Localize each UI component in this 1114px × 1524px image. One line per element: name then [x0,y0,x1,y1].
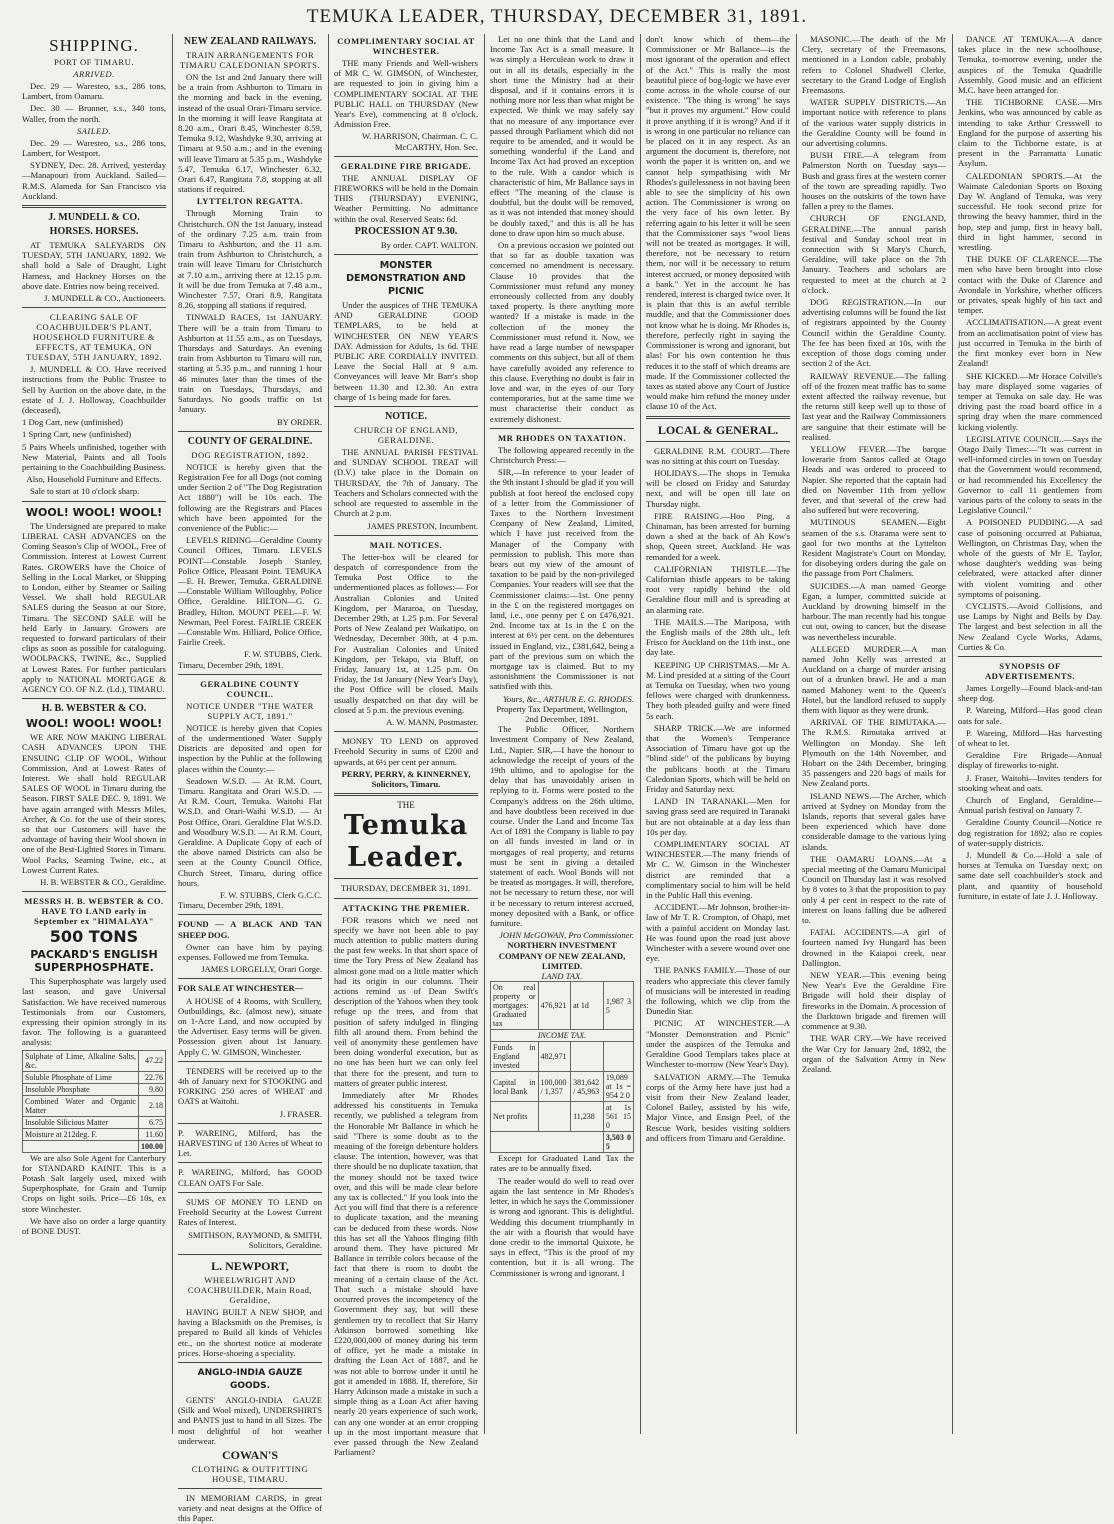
columns [22,34,1102,1524]
letter-signature: Yours, &c., ARTHUR E. G. RHODES. [502,693,634,704]
divider [22,698,166,699]
news-item: LAND IN TARANAKI.—Men for saving grass seed are required in Taranaki but are not obtainable at a day less than 10s per day. [646,796,790,837]
ad-heading: CLEARING SALE OF COACHBUILDER'S PLANT, HOUSEHOLD FURNITURE & EFFECTS, AT TEMUKA, ON TUESDAY, 5TH JANUARY, 1892. [25,312,163,363]
table-cell: 9.80 [139,1083,166,1095]
masthead: TEMUKA LEADER, THURSDAY, DECEMBER 31, 1891. [306,6,808,27]
ad-heading: FOR SALE AT WINCHESTER— [178,983,304,994]
divider [334,731,478,732]
table-row [23,1083,166,1095]
news-item: NEW YEAR.—This evening being New Year's Eve the Geraldine Fire Brigade will hold their display of fireworks in the Domain. A procession of the Darktown brigade and firemen will commence at 9.30. [802,970,946,1032]
ad-body: The Undersigned are prepared to make LIBERAL CASH ADVANCES on the Coming Season's Clip of WOOL, Free of Commission. Interest at Lowest Current Rates. GROWERS have the Choice of Selling in the Local Market, or Shipping to London, either by Steamer or Sailing Vessel. We shall hold REGULAR SALES during the Season at our Store, Timaru. The SECOND SALE will be held Early in January. Growers are requested to forward particulars of their clips as soon as possible for cataloguing. WOOLPACKS, TWINE, &c., Supplied at Lowest Rates. For further particulars apply to NATIONAL MORTGAGE & AGENCY CO. OF N.Z. (Ld.), TIMARU. [22,520,166,694]
sailed-label: SAILED. [76,125,112,136]
table-cell: at 1s 561 15 0 [603,1102,633,1132]
letter-signature: JOHN McGOWAN, Pro Commissioner. [499,930,634,941]
ad-body: THE many Friends and Well-wishers of MR C. W. GIMSON, of Winchester, are requested to join in giving him a COMPLIMENTARY SOCIAL AT THE PUBLIC HALL on THURSDAY (New Year's Eve), commencing at 8 o'clock. Admission Free. [334,58,478,130]
ad-body: THE ANNUAL DISPLAY OF FIREWORKS will be held in the Domain THIS (THURSDAY) EVENING, Weather Permitting. No admittance within the oval. Reserved Seats: 6d. [334,172,478,224]
table-row [491,982,634,1030]
table-total: 3,503 0 5 [603,1132,633,1153]
divider [178,1192,322,1193]
table-total: 100.00 [139,1140,166,1152]
ad-signature: J. FRASER. [279,1108,322,1119]
table-cell: at 1d [571,982,604,1030]
table-cell [491,1132,604,1153]
ad-body: J. MUNDELL & CO. Have received instructions from the Public Trustee to Sell by Auction on the above date, in the estate of J. J. Holloway, Coachbuilder (deceased), [22,364,166,416]
article-paragraph: On a previous occasion we pointed out that so far as double taxation was concerned no amendment is necessary. Clause 10 provides that the Commissioner must refund any money erroneously collected from any doubly taxed property. Is there anything more wanted? If a mistake is made in the collection of the money the Commissioner must refund it. Now, we have read a large number of newspaper comments on this subject, but all of them have carefully avoided any reference to this clause. Everything no doubt is fair in love and war, in the eyes of our Tory contemporaries, but at the same time we must characterise their conduct as extremely dishonest. [490,240,634,424]
news-item: FIRE RAISING.—Hoo Ping, a Chinaman, has been arrested for burning down a shed at the back of Ah Kow's shop, Queen street, Auckland. He was remanded for a week. [646,510,790,562]
column-7 [958,34,1102,1434]
ad-body: NOTICE is hereby given that Copies of the undermentioned Water Supply Districts are deposited and open for inspection by the Public at the following places within the County:— [178,722,322,774]
table-cell: 19,089 at 1s = 954 2 0 [603,1072,633,1102]
news-item: THE DUKE OF CLARENCE.—The men who have been brought into close contact with the Duke of Clarence and Avondale in Yorkshire, whether officers or privates, speak highly of his tact and temper. [958,254,1102,316]
ad-signature: SMITHSON, RAYMOND, & SMITH, Solicitors, Geraldine. [188,1229,322,1250]
news-item: ISLAND NEWS.—The Archer, which arrived at Sydney on Monday from the Islands, reports that several gales have been experienced which have done considerable damage to the various lying islands. [802,790,946,852]
table-cell: 22.76 [139,1071,166,1083]
column-rule [484,34,485,1434]
ad-body: IN MEMORIAM CARDS, in great variety and neat designs at the Office of this Paper. [178,1492,322,1524]
column-rule [640,34,641,1434]
ad-heading: NOTICE. [385,411,427,423]
table-row [491,1042,634,1072]
news-item: SALVATION ARMY.—The Temuka corps of the Army here have just had a visit from their New Zealand leader, Colonel Bailey, assisted by his wife, Major Vince, and Ensign Peel, of the Rescue Work, besides visiting soldiers and officers from Timaru and Geraldine. [646,1071,790,1143]
table-heading: NORTHERN INVESTMENT COMPANY OF NEW ZEALAND, LIMITED. [498,940,626,971]
divider [178,978,322,979]
ad-signature: F. W. STUBBS, Clerk G.C.C. [220,890,322,901]
table-cell: Insoluble Silicious Matter [23,1116,139,1128]
ad-body: GENTS' ANGLO-INDIA GAUZE (Silk and Wool mixed), UNDERSHIRTS and PANTS just to hand in all Sizes. The most delightful of hot weather underwear. [178,1394,322,1446]
ad-signature: By order. CAPT. WALTON. [380,239,478,250]
column-rule [952,34,953,1434]
dateline: THURSDAY, DECEMBER 31, 1891. [340,883,472,894]
ad-subheading: TRAIN ARRANGEMENTS FOR TIMARU CALEDONIAN SPORTS. [179,50,321,70]
table-row [23,1140,166,1152]
ad-body: SUMS OF MONEY TO LEND on Freehold Security at the Lowest Current Rates of Interest. [178,1196,322,1228]
news-item: THE TICHBORNE CASE.—Mrs Jenkins, who was announced by cable as intending to take Arthur Cresswell to England for the purpose of asserting his claim to the Tichborne estate, is at present in the Parramatta Lunatic Asylum. [958,97,1102,169]
ad-heading: MONSTER DEMONSTRATION AND PICNIC [346,260,466,298]
article-paragraph: The Public Officer, Northern Investment Company of New Zealand, Ltd., Napier. SIR,—I have the honour to acknowledge the receipt of yours of the 19th ultimo, and to apologise for the delay that has unavoidably arisen in replying to it. Forms were posted to the Company's address on the 26th ultimo, and have doubtless been received in due course. Under the Land and Income Tax Act of 1891 the Company is liable to pay on all funds invested in land or in mortgages of real property, and returns must be sent in giving a detailed statement of each. Wool Bonds will not be treated as mortgages. It will, therefore, not be necessary to return these, nor will it be necessary to return interest accrued, money deposited with a Bank, or office furniture. [490,724,634,929]
ad-subheading: CLOTHING & OUTFITTING HOUSE, TIMARU. [191,1463,309,1484]
ad-heading: PROCESSION AT 9.30. [354,225,458,237]
table-cell: 482,971 [538,1042,571,1072]
ad-heading: GERALDINE FIRE BRIGADE. [340,160,472,171]
synopsis-item: James Lorgelly—Found black-and-tan sheep dog. [958,682,1102,704]
news-item: MUTINOUS SEAMEN.—Eight seamen of the s.s. Otarama were sent to gaol for two months at the Lyttelton Resident Magistrate's Court on Monday, for disobeying orders during the gale on the passage from Port Chalmers. [802,517,946,579]
synopsis-item: P. Wareing, Milford—Has good clean oats for sale. [958,705,1102,726]
ad-body: LEVELS RIDING—Geraldine County Council Offices, Timaru. LEVELS POINT—Constable Joseph Stanley, Police Office, Pleasant Point. TEMUKA—E. H. Brewer, Temuka. GERALDINE—Constable William Willoughby, Police Office, Geraldine. HILTON—G. G. Bradley, Hilton. MOUNT PEEL—F. W. Newman, Peel Forest. FAIRLIE CREEK—Constable Wm. Hilliard, Police Office, Fairlie Creek. [178,535,322,648]
ad-body: THE ANNUAL PARISH FESTIVAL and SUNDAY SCHOOL TREAT will (D.V.) take place in the Domain on THURSDAY, the 7th of January. The Teachers and Scholars connected with the school are requested to assemble in the Church at 2 p.m. [334,447,478,519]
divider [178,1162,322,1163]
ad-body: AT TEMUKA SALEYARDS ON TUESDAY, 5TH JANUARY, 1892. We shall hold a Sale of Draught, Light Harness, and Hackney Horses on the above date. Entries now being received. [22,240,166,291]
ad-signature: W. HARRISON, Chairman. C. C. McCARTHY, Hon. Sec. [362,131,478,152]
table-cell: 11.60 [139,1128,166,1140]
divider [178,1362,322,1363]
divider [334,535,478,536]
arrived-label: ARRIVED. [73,69,115,79]
news-item: RAILWAY REVENUE.—The falling off of the frozen meat traffic has to some extent affected the railway revenue, but the returns still keep well up to those of last year and the Railway Commissioners are sanguine that their estimate will be realised. [802,370,946,442]
ad-heading: MAIL NOTICES. [369,539,443,550]
column-5 [646,34,790,1434]
table-row [23,1050,166,1071]
ad-item: 1 Spring Cart, new (unfinished) [22,429,132,440]
ad-body: Under the auspices of THE TEMUKA AND GERALDINE GOOD TEMPLARS, to be held at WINCHESTER ON NEW YEAR'S DAY. Admission for Adults, 1s 6d. THE PUBLIC ARE CORDIALLY INVITED. Leave the Social Hall at 9 a.m. Conveyances will leave Mr Barr's shop between 11.30 and 12.30. An extra charge of 1s being made for fares. [334,300,478,402]
ad-subheading: NOTICE UNDER "THE WATER SUPPLY ACT, 1891." [186,700,314,721]
table-cell: Soluble Phosphate of Lime [23,1071,139,1083]
news-item: PICNIC AT WINCHESTER.—A "Monster Demonstration and Picnic" under the auspices of the Temuka and Geraldine Good Templars takes place at Winchester to-morrow (New Year's Day). [646,1018,790,1070]
column-rule [328,34,329,1434]
section-heading: SYNOPSIS OF ADVERTISEMENTS. [984,660,1076,681]
table-cell [23,1140,139,1152]
article-paragraph: Except for Graduated Land Tax the rates are to be annually fixed. [490,1153,634,1174]
news-item: LEGISLATIVE COUNCIL.—Says the Otago Daily Times:—"It was current in well-informed circles in town on Tuesday that the Government would recommend, or had recommended his Excellency the Governor to call 11 gentlemen from various parts of the colony to seats in the Legislative Council." [958,433,1102,516]
column-rule [796,34,797,1434]
ad-subheading: CHURCH OF ENGLAND, GERALDINE. [354,425,458,446]
ad-item: 5 Pairs Wheels unfinished, together with New Material, Paints and all Tools pertaining to the Coachbuilding Business. [22,441,166,473]
article-paragraph: SIR,—In reference to your leader of the 9th instant I should be glad if you will publish at foot hereof the enclosed copy of a letter from the Commissioner of Taxes to the Northern Investment Company of New Zealand, Limited, which I have just received from the Manager of the Company with permission to publish. This more than bears out my view of the amount of taxation to be paid by the non-privileged Companies. Your readers will see that the Commissioner claims:—1st. One penny in the £ on the registered mortgages on land, i.e., one penny per £ on £476,921. 2nd. Income tax at 1s in the £ on the interest at 6½ per cent. on the debentures issued in England, viz., £381,642, being a part of the previous sum on which the mortgage tax is claimed. But to my astonishment the Commissioner is not satisfied with this. [490,467,634,692]
article-paragraph: The following appeared recently in the Christchurch Press:— [490,444,634,465]
news-item: GERALDINE R.M. COURT.—There was no sitting at this court on Tuesday. [646,445,790,466]
table-cell: Sulphate of Lime, Alkaline Salts, &c. [23,1050,139,1071]
table-row [491,1072,634,1102]
table-cell: 100,000 / 1,357 [538,1072,571,1102]
table-cell: 381,642 / 45,963 [571,1072,604,1102]
divider [178,1488,322,1489]
column-3 [334,34,478,1458]
ad-heading: GERALDINE COUNTY COUNCIL. [200,678,300,699]
divider [178,431,322,432]
divider [334,793,478,796]
ad-heading: FOUND — A BLACK AND TAN SHEEP DOG. [178,919,322,940]
table-row [23,1128,166,1140]
divider [22,891,166,892]
ad-body: MONEY TO LEND on approved Freehold Security in sums of £200 and upwards, at 6½ per cent per annum. [334,736,478,767]
news-item: ACCLIMATISATION.—A great event from an acclimatisation point of view has just occurred in Temuka in the birth of the first monkey ever born in New Zealand! [958,317,1102,369]
divider [958,656,1102,657]
ad-body: We have also on order a large quantity of BONE DUST. [22,1215,166,1237]
tax-table [490,981,634,1153]
table-cell [603,1042,633,1072]
ad-heading: NEW ZEALAND RAILWAYS. [183,36,317,47]
ad-heading: LYTTELTON REGATTA. [196,196,304,207]
table-cell: 2.18 [139,1095,166,1116]
ad-body: Owner can have him by paying expenses. Followed me from Temuka. [178,941,322,963]
news-item: ARRIVAL OF THE RIMUTAKA.—The R.M.S. Rimutaka arrived at Wellington on Monday. She left Plymouth on the 14th November, and Hobart on the 24th December, bringing 35 passengers and 220 bags of mails for New Zealand ports. [802,717,946,789]
divider [178,674,322,675]
ad-item: 1 Dog Cart, new (unfinished) [22,417,123,428]
news-item: CALEDONIAN SPORTS.—At the Waimate Caledonian Sports on Boxing Day W. Angland of Temuka, was very successful. He took second prize for throwing the heavy hammer, third in the hop, step and jump, first in heavy ball, third in light hammer, second in wrestling. [958,170,1102,253]
divider [22,501,166,502]
ad-body: WE ARE NOW MAKING LIBERAL CASH ADVANCES UPON THE ENSUING CLIP OF WOOL, Without Commission, And at Lowest Rates of Interest. We shall hold REGULAR SALES OF WOOL in Timaru during the Season. FIRST SALE DEC. 9, 1891. We have again arranged with Messrs Miles, Archer, & Co. for the use of their stores, so that our Customers will have the advantage of having their Wool shown in one of the Best-Lighted Stores in Timaru. Wool Packs, Seaming Twine, etc., at Lowest Current Rates. [22,732,166,875]
ad-body: HAVING BUILT A NEW SHOP, and having a Blacksmith on the Premises, is prepared to Build all kinds of Vehicles etc., on the shortest notice at moderate prices. Horse-shoeing a speciality. [178,1306,322,1358]
divider [178,1061,322,1062]
table-cell: On real property or mortgages: Graduated tax [491,982,539,1030]
divider [22,307,166,308]
news-item: FATAL ACCIDENTS.—A girl of fourteen named Ivy Hungard has been drowned in the Kaiapoi creek, near Dallington. [802,927,946,968]
ad-heading: HORSES. HORSES. [49,226,139,238]
divider [22,205,166,208]
ad-body: Seadown W.S.D. — At R.M. Court, Timaru. Rangitata and Orari W.S.D. — At R.M. Court, Temuka. Waitohi Flat W.S.D. and Orari-Waihi W.S.D. — At Post Office, Orari. Geraldine Flat W.S.D. and Woodbury W.S.D. — At R.M. Court, Geraldine. A Duplicate Copy of each of the above named Districts can also be seen at the County Council Office, Church Street, Timaru, during office hours. [178,775,322,888]
ad-heading: COMPLIMENTARY SOCIAL AT WINCHESTER. [337,36,475,56]
divider [490,428,634,429]
article-paragraph: The reader would do well to read over again the last sentence in Mr Rhodes's letter, in which he says the Commissioner is wrong and ignorant. This is delightful. Wedding this document triumphantly in the air with a flourish that would have done credit to the immortal Quixote, he says in effect, "This is the proof of my contention, but it is all wrong. The Commissioner is wrong and ignorant. I [490,1175,634,1278]
ad-date: Timaru, December 29th, 1891. [178,900,284,911]
advertiser-name: H. B. WEBSTER & CO. [41,703,147,715]
table-cell: 11,238 [571,1102,604,1132]
divider [334,898,478,899]
divider [178,1254,322,1255]
ad-subheading: WHEELWRIGHT AND COACHBUILDER, Main Road, Geraldine, [187,1274,313,1305]
column-rule [172,34,173,1434]
ad-body: ON the 1st and 2nd January there will be a train from Ashburton to Timaru in the morning and back in the evening, instead of the usual Orari-Timaru service. In the morning it will leave Rangitata at 8.20 a.m., Orari 8.45, Winchester 8.59, Temuka 9.12, Washdyke 9.30, arriving at Timaru at 9.50 a.m.; and in the evening will leave Timaru at 5.35 p.m., Washdyke 5.47, Temuka 6.17, Winchester 6.32, Orari 6.47, Rangitata 7.8, stopping at all stations if required. [178,72,322,195]
table-cell: 47.22 [139,1050,166,1071]
news-item: THE PANKS FAMILY.—Those of our readers who appreciate this clever family of musicians will be interested in reading the following, which we clip from the Dunedin Star. [646,965,790,1017]
news-item: THE WAR CRY.—We have received the War Cry for January 2nd, 1892, the organ of the Salvation Army in New Zealand. [802,1033,946,1074]
table-row [491,1030,634,1042]
column-2 [178,34,322,1524]
table-row [491,1132,634,1153]
sailed-entry: Dec. 29 — Waresteo, s.s., 286 tons, Lambert, for Westport. [22,137,166,159]
ad-body: We are also Sole Agent for Canterbury for STANDARD KAINIT. This is a Potash Salt largely used, mixed with Superphosphate, for Grain and Turnip Crops on light soils. Price—£6 10s, ex store Winchester. [22,1152,166,1214]
advertiser-name: J. MUNDELL & CO. [48,212,140,224]
synopsis-item: Geraldine Fire Brigade—Annual display of fireworks to-night. [958,750,1102,771]
ad-signature: A. W. MANN, Postmaster. [386,716,478,727]
ad-signature: J. MUNDELL & CO., Auctioneers. [44,293,166,304]
news-item: SUICIDES.—A man named George Egan, a lumper, committed suicide at Auckland by drowning himself in the harbour. The man recently had his tongue cut out, owing to cancer, but the disease was nevertheless incurable. [802,580,946,642]
ad-signature: F. W. STUBBS, Clerk. [244,649,322,660]
ad-body: A HOUSE of 4 Rooms, with Scullery, Outbuildings, &c. (almost new), situate on 1-Acre Land, and now occupied by the Advertiser. Easy terms will be given. Possession given about 1st January. Apply C. W. GIMSON, Winchester. [178,995,322,1057]
news-item: HOLIDAYS.—The shops in Temuka will be closed on Friday and Saturday next, and will be open till late on Thursday night. [646,467,790,509]
table-cell: Capital in local Bank [491,1072,539,1102]
ad-body: Sale to start at 10 o'clock sharp. [30,486,140,497]
letter-heading: Property Tax Department, Wellington, 2nd December, 1891. [496,703,628,724]
divider [334,156,478,157]
divider [334,254,478,255]
ad-heading: WOOL! WOOL! WOOL! [25,505,163,519]
ad-body: This Superphosphate was largely used last season, and gave Universal Satisfaction. We have received numerous Testimonials from our Customers, expressing their opinion strongly in its favor. The following is a guaranteed analysis: [22,976,166,1048]
ad-body: P. WAREING, Milford, has GOOD CLEAN OATS For Sale. [178,1167,322,1188]
ad-heading: COWAN'S [221,1447,278,1462]
article-paragraph: FOR reasons which we need not specify we have not been able to pay much attention to public matters during the past few weeks. In that short space of time the Tory Press of New Zealand has almost gone mad on a little matter which had its origin in our columns. Their actions remind us of Dean Swift's description of the Yahoos when they took refuge up the trees, and from that position of safety indulged in flinging filth all around them. From behind the veil of anonymity these gentlemen have been doing wonderful execution, but as no one has been hurt we can only feel that there for the present, and turn to matters of greater public interest. [334,914,478,1088]
news-item: SHE KICKED.—Mr Horace Colville's bay mare displayed some vagaries of temper at Temuka on sale day. He was driving past the road board office in a spring dray when the mare commenced kicking violently. [958,370,1102,432]
article-paragraph: don't know which of them—the Commissioner or Mr Ballance—is the most ignorant of the operation and effect of the Act." This is really the most beautiful piece of bog-logic we have ever come across in the whole course of our existence. "The thing is wrong" he says "but it proves my argument." How could it prove anything if it is wrong? And if it is wrong in one particular no reliance can be placed on it in any respect. As an argument the document is, therefore, not worth the paper it is written on, and we cannot help sympathising with Mr Rhodes's guilelessness in not having been able to see the simplicity of his own action. The Commissioner is wrong on the very face of his own letter. By referring again to his letter it will be seen that the Commissioner says "wool liens will not be treated as mortgages. It will, therefore, not be necessary to return them, nor will it be necessary to return interest accrued, or money deposited with a bank." Yet in the account he has rendered, interest is charged twice over. It is plain that this is an awful terrible muddle, and that the Commissioner does not know what he is doing. Mr Rhodes is, therefore, perfectly right in saying the Commissioner is wrong and ignorant, but alas! For his own contention he thus reduces it to the staff of which dreams are made. If the Commissioner collected the taxes as stated above any Court of Justice would make him refund the money under clause 10 of the Act. [646,34,790,412]
news-item: KEEPING UP CHRISTMAS.—Mr A. M. Lind presided at a sitting of the Court at Temuka on Tuesday, when two young fellows were charged with drunkenness. They both pleaded guilty and were fined 5s each. [646,659,790,721]
synopsis-item: Geraldine County Council—Notice re dog registration for 1892; also re copies of water-supply districts. [958,817,1102,848]
table-cell: Moisture at 212deg. F. [23,1128,139,1140]
sydney-dispatch: SYDNEY, Dec. 28. Arrived, yesterday—Manapouri from Auckland. Sailed—R.M.S. Alameda for San Francisco via Auckland. [22,160,166,201]
ad-signature: JAMES LORGELLY, Orari Gorge. [201,964,322,975]
table-cell: 6.75 [139,1116,166,1128]
ad-heading: WOOL! WOOL! WOOL! [25,717,163,731]
article-heading: MR RHODES ON TAXATION. [498,432,626,443]
ad-heading: COUNTY OF GERALDINE. [187,435,313,447]
ad-body: TENDERS will be received up to the 4th of January next for STOOKING and FORKING 250 acres of WHEAT and OATS at Waitohi. [178,1065,322,1107]
table-cell: Funds in England invested [491,1042,539,1072]
news-item: DOG REGISTRATION.—In our advertising columns will be found the list of registrars appointed by the County Council within the Geraldine County. The fee has been fixed at 10s, with the exception of those dogs coming under section 2 of the Act. [802,297,946,369]
news-item: CHURCH OF ENGLAND, GERALDINE.—The annual parish festival and Sunday school treat in connection with St Mary's Church, Geraldine, will take place on the 7th January. Teachers and scholars are requested to meet at the church at 2 o'clock. [802,213,946,295]
ad-item: Also, Household Furniture and Effects. [26,474,162,485]
news-item: COMPLIMENTARY SOCIAL AT WINCHESTER.—The many friends of Mr C. W. Gimson in the Winchester district are reminded that a complimentary social to him will be held in the Public Hall this evening. [646,839,790,901]
table-cell: Combined Water and Organic Matter [23,1095,139,1116]
table-row [491,1102,634,1132]
ad-date: Timaru, December 29th, 1891. [178,659,284,670]
news-item: MASONIC.—The death of the Mr Clery, secretary of the Freemasons, mentioned in a London cable, probably refers to Colonel Shadwell Clerke, secretary to the Grand Lodge of English Freemasons. [802,34,946,96]
news-item: CALIFORNIAN THISTLE.—The Californian thistle appears to be taking root very rapidly behind the old Geraldine flour mill and is spreading at an alarming rate. [646,563,790,615]
table-row [23,1095,166,1116]
news-item: DANCE AT TEMUKA.—A dance takes place in the new schoolhouse, Temuka, to-morrow evening, under the auspices of the Temuka Quadrille Assembly. Good music and an efficient M.C. have been arranged for. [958,34,1102,96]
synopsis-item: J. Mundell & Co.—Hold a sale of horses at Temuka on Tuesday next; on same date sell coachbuilder's stock and plant, and quantity of household furniture, in estate of late J. J. Holloway. [958,850,1102,901]
ad-signature: H. B. WEBSTER & CO., Geraldine. [40,876,166,887]
article-heading: ATTACKING THE PREMIER. [342,902,470,913]
news-item: THE MAILS.—The Mariposa, with the English mails of the 28th ult., left Frisco for Auckland on the 11th inst., one day late. [646,616,790,658]
divider [178,1123,322,1124]
ad-body: NOTICE is hereby given that the Registration Fee for all Dogs (not coming under Section 2 of "The Dog Registration Act 1880") will be 10s each. The following are the Registrars and Places which have been appointed for the convenience of the Public:— [178,461,322,533]
ad-body: TINWALD RACES, 1st JANUARY. There will be a train from Timaru to Ashburton at 11.55 a.m., as on Tuesdays, Thursdays and Saturdays. An evening train from Ashburton to Timaru will run, starting at 5.35 p.m., and running 1 hour 46 minutes later than the times of the train on Tuesdays, Thursdays, and Saturdays. No goods traffic on 1st January. [178,312,322,415]
divider [646,441,790,442]
news-item: YELLOW FEVER.—The barque Iowerarie from Santos called at Otago Heads and was ordered to proceed to Napier. She reported that the captain had died on November 11th from yellow fever, and that several of the crew had also suffered but were recovering. [802,443,946,516]
article-paragraph: Let no one think that the Land and Income Tax Act is a small measure. It was simply a Herculean work to draw it out in all its details, especially in the short time the Ministry had at their disposal, and if it contains errors it is nothing more nor less than what might be expected. We think we may safely say that no measure of any importance ever passed through Parliament which did not require to be amended, and it would be something wonderful if the Land and Income Tax Act had proved an exception to the rule. With a candor which is characteristic of him, Mr Ballance says in effect "The meaning of the clause is doubtful, but the doubt will be removed, as it was not intended that money should be doubly taxed," and this is all he has done to draw upon him so much abuse. [490,34,634,238]
synopsis-item: Church of England, Geraldine—Annual parish festival on January 7. [958,795,1102,816]
nameplate: Temuka Leader. [343,810,469,874]
table-cell: 1,987 3 5 [603,982,633,1030]
synopsis-item: J. Fraser, Waitohi—Invites tenders for stooking wheat and oats. [958,772,1102,793]
table-cell [538,1102,571,1132]
ad-heading: PACKARD'S ENGLISH SUPERPHOSPHATE. [30,948,158,975]
ad-body: Through Morning Train to Christchurch. ON the 1st January, instead of the ordinary 7.25 a.m. train from Timaru to Ashburton, and the 11 a.m. train from Ashburton to Christchurch, a train will leave Timaru for Christchurch at 7.10 a.m., arriving there at 12.15 p.m. It will be due from Temuka at 7.48 a.m., Winchester 7.57, Orari 8.9, Rangitata 8.26, stopping all stations if required. [178,208,322,311]
table-cell [571,1042,604,1072]
column-6 [802,34,946,1434]
ad-signature: BY ORDER. [276,416,322,427]
table-row [23,1116,166,1128]
ad-heading: L. NEWPORT, [211,1258,289,1273]
news-item: CYCLISTS.—Avoid Collisions, and use Lamps by Night and Bells by Day. The largest and best selection in all the New Zealand Cycle Works, Adams, Curties & Co. [958,600,1102,652]
divider [646,416,790,419]
port-heading: PORT OF TIMARU. [54,57,134,67]
table-cell: Insoluble Phosphate [23,1083,139,1095]
news-item: BUSH FIRE.—A telegram from Palmerston North on Tuesday says—Bush and grass fires at the western corner of the town are spreading rapidly. Two houses on the outskirts of the town have fallen a prey to the flames. [802,150,946,212]
arrived-entry: Dec. 29 — Waresteo, s.s., 286 tons, Lambert, from Oamaru. [22,81,166,102]
section-heading: LOCAL & GENERAL. [657,422,779,437]
table-row [23,1071,166,1083]
ad-subheading: DOG REGISTRATION, 1892. [191,449,309,460]
arrived-entry: Dec. 30 — Brunner, s.s., 340 tons, Waller, from the north. [22,103,166,124]
column-1 [22,34,166,1434]
news-item: ALLEGED MURDER.—A man named John Kelly was arrested at Auckland on a charge of murder arising out of a drunken brawl. He and a man named Mahoney went to the Queen's Hotel, but the landlord refused to supply them with liquor as they were drunk. [802,643,946,715]
news-item: THE OAMARU LOANS.—At a special meeting of the Oamaru Municipal Council on Thursday last it was resolved by 8 votes to 3 that the proposition to pay only 4 per cent in respect to the rate of interest on loans falling due be adhered to. [802,853,946,926]
news-item: SHARP TRICK.—We are informed that the Women's Temperance Association of Timaru have got up the "blind side" of the publicans by buying the publicans booth at the Timaru Caledonian Sports, which will be held on Friday and Saturday next. [646,722,790,795]
news-item: ACCIDENT.—Mr Johnson, brother-in-law of Mr T. R. Crompton, of Ohapi, met with a painful accident on Monday last. He was found upon the road just above Winchester with a severe wound over one eye. [646,902,790,964]
article-paragraph: Immediately after Mr Rhodes addressed his constituents in Temuka recently, we published a telegram from the Honorable Mr Ballance in which he said "There is some doubt as to the meaning of the foreign debenture holders clause. The intention, however, was that there should be no duplicate taxation, that the money should not be taxed twice over, and this will be made clear before any tax is collected." If you look into the Act you will find that there is a reference to duplicate taxation, and the meaning can be deduced from these words. Now this has set all the Yahoos flinging filth around them. They have pictured Mr Ballance in terrible colors because of the fact that there is room to doubt the meaning of a certain clause of the Act. That such a mistake should have occurred proves the incompetency of the Government they say, but will these gentlemen try to recollect that Sir Harry Atkinson borrowed something like £220,000,000 of money during his term of office, yet he made a mistake in drafting the Loan Act of 1887, and he was not able to borrow under it until he got it amended in 1888. If, therefore, Sir Harry Atkinson made a mistake in such a simple thing as a Loan Act after having nearly 20 years experience of such work, can any one wonder at an error cropping up in the most important measure that ever passed through the New Zealand Parliament? [334,1090,478,1458]
table-cell: Net profits [491,1102,539,1132]
ad-signature: JAMES PRESTON, Incumbent. [367,520,478,531]
table-cell: 476,921 [538,982,571,1030]
divider [334,878,478,879]
synopsis-item: P. Wareing, Milford—Has harvesting of wheat to let. [958,727,1102,748]
divider [334,406,478,407]
news-item: WATER SUPPLY DISTRICTS.—An important notice with reference to plans of the various water supply districts in the Geraldine County will be found in our advertising columns. [802,97,946,149]
shipping-heading: SHIPPING. [49,36,139,55]
ad-body: P. WAREING, Milford, has the HARVESTING of 130 Acres of Wheat to Let. [178,1127,322,1159]
table-cell: INCOME TAX. [491,1030,634,1042]
ad-heading: MESSRS H. B. WEBSTER & CO. HAVE TO LAND early in September ex "HIMALAYA" [24,896,164,927]
nameplate-the: THE [397,800,415,811]
ad-signature: PERRY, PERRY, & KINNERNEY, Solicitors, Timaru. [341,768,471,789]
column-4 [490,34,634,1434]
table-subheading: LAND TAX. [541,971,583,982]
divider [178,914,322,915]
ad-heading: ANGLO-INDIA GAUZE GOODS. [197,1367,303,1391]
news-item: A POISONED PUDDING.—A sad case of poisoning occurred at Pahiatua, Wellington, on Christmas Day, when the whole of the guests of Mr E. Taylor, whose daughter's wedding was being celebrated, were attacked after dinner with violent vomiting and other symptoms of poisoning. [958,517,1102,599]
ad-body: The letter-box will be cleared for despatch of correspondence from the Temuka Post Office to the undermentioned places as follows:— For Australian Colonies and United Kingdom, per Mararoa, on Tuesday, December 29th, at 1.25 p.m. For Several Ports of New Zealand per Waikatipo, on Wednesday, December 30th, at 4 p.m. For Australian Colonies and United Kingdom, per Tekapo, via Bluff, on Friday, January 1st, at 1.25 p.m. On Friday, the 1st January (New Year's Day), the Post Office will be closed. Mails usually despatched on that day will be closed at 5 p.m. the previous evening. [334,551,478,715]
analysis-table [22,1050,166,1153]
ad-big-heading: 500 TONS [49,927,139,947]
